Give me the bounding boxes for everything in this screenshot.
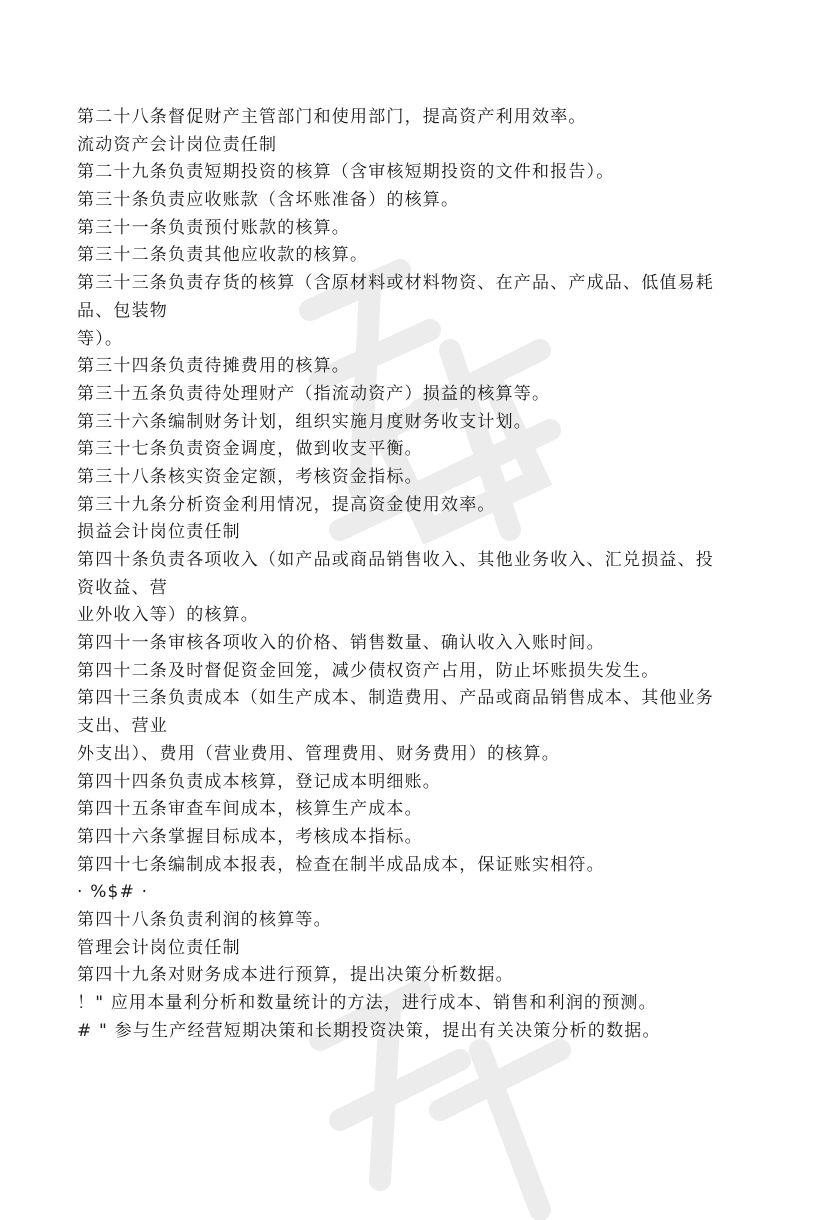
text-line: 第三十四条负责待摊费用的核算。 (77, 356, 350, 377)
text-line: 第三十二条负责其他应收款的核算。 (77, 245, 369, 266)
text-line: # " 参与生产经营短期决策和长期投资决策，提出有关决策分析的数据。 (77, 1020, 661, 1041)
section-heading: 损益会计岗位责任制 (77, 522, 241, 543)
section-heading: 管理会计岗位责任制 (77, 937, 241, 958)
text-line: 第三十条负责应收账款（含坏账准备）的核算。 (77, 190, 460, 211)
text-line: 第四十四条负责成本核算，登记成本明细账。 (77, 771, 441, 792)
text-line: 第四十九条对财务成本进行预算，提出决策分析数据。 (77, 965, 514, 986)
text-line: 第二十九条负责短期投资的核算（含审核短期投资的文件和报告）。 (77, 162, 615, 183)
text-line: 第三十三条负责存货的核算（含原材料或材料物资、在产品、产成品、低值易耗 (77, 273, 714, 294)
text-line: 第四十三条负责成本（如生产成本、制造费用、产品或商品销售成本、其他业务 (77, 688, 714, 709)
text-line: 第二十八条督促财产主管部门和使用部门，提高资产利用效率。 (77, 107, 587, 127)
text-line: 第三十五条负责待处理财产（指流动资产）损益的核算等。 (77, 383, 551, 404)
text-line: 支出、营业 (77, 716, 168, 737)
text-line: 第四十六条掌握目标成本，考核成本指标。 (77, 826, 423, 847)
text-line: 第四十七条编制成本报表，检查在制半成品成本，保证账实相符。 (77, 854, 605, 875)
text-line: 第四十条负责各项收入（如产品或商品销售收入、其他业务收入、汇兑损益、投 (77, 550, 714, 570)
text-line: 业外收入等）的核算。 (77, 605, 259, 626)
text-line: 第四十五条审查车间成本，核算生产成本。 (77, 799, 423, 820)
text-line: 第三十八条核实资金定额，考核资金指标。 (77, 466, 423, 487)
text-line: 第四十八条负责利润的核算等。 (77, 909, 332, 930)
text-line: 第四十二条及时督促资金回笼，减少债权资产占用，防止坏账损失发生。 (77, 660, 660, 681)
text-line: 外支出）、费用（营业费用、管理费用、财务费用）的核算。 (77, 743, 560, 764)
text-line: 资收益、营 (77, 577, 168, 598)
text-line: 第三十一条负责预付账款的核算。 (77, 217, 350, 238)
document-body (77, 104, 757, 1045)
page-marker: · %$# · (77, 882, 149, 903)
text-line: 品、包装物 (77, 300, 168, 321)
text-line: 第三十七条负责资金调度，做到收支平衡。 (77, 439, 423, 460)
text-line: 第三十九条分析资金利用情况，提高资金使用效率。 (77, 494, 496, 515)
text-line: 第四十一条审核各项收入的价格、销售数量、确认收入入账时间。 (77, 633, 605, 654)
section-heading: 流动资产会计岗位责任制 (77, 134, 278, 155)
text-line: ！" 应用本量利分析和数量统计的方法，进行成本、销售和利润的预测。 (77, 993, 657, 1013)
text-line: 等）。 (77, 328, 124, 349)
text-line: 第三十六条编制财务计划，组织实施月度财务收支计划。 (77, 411, 532, 432)
